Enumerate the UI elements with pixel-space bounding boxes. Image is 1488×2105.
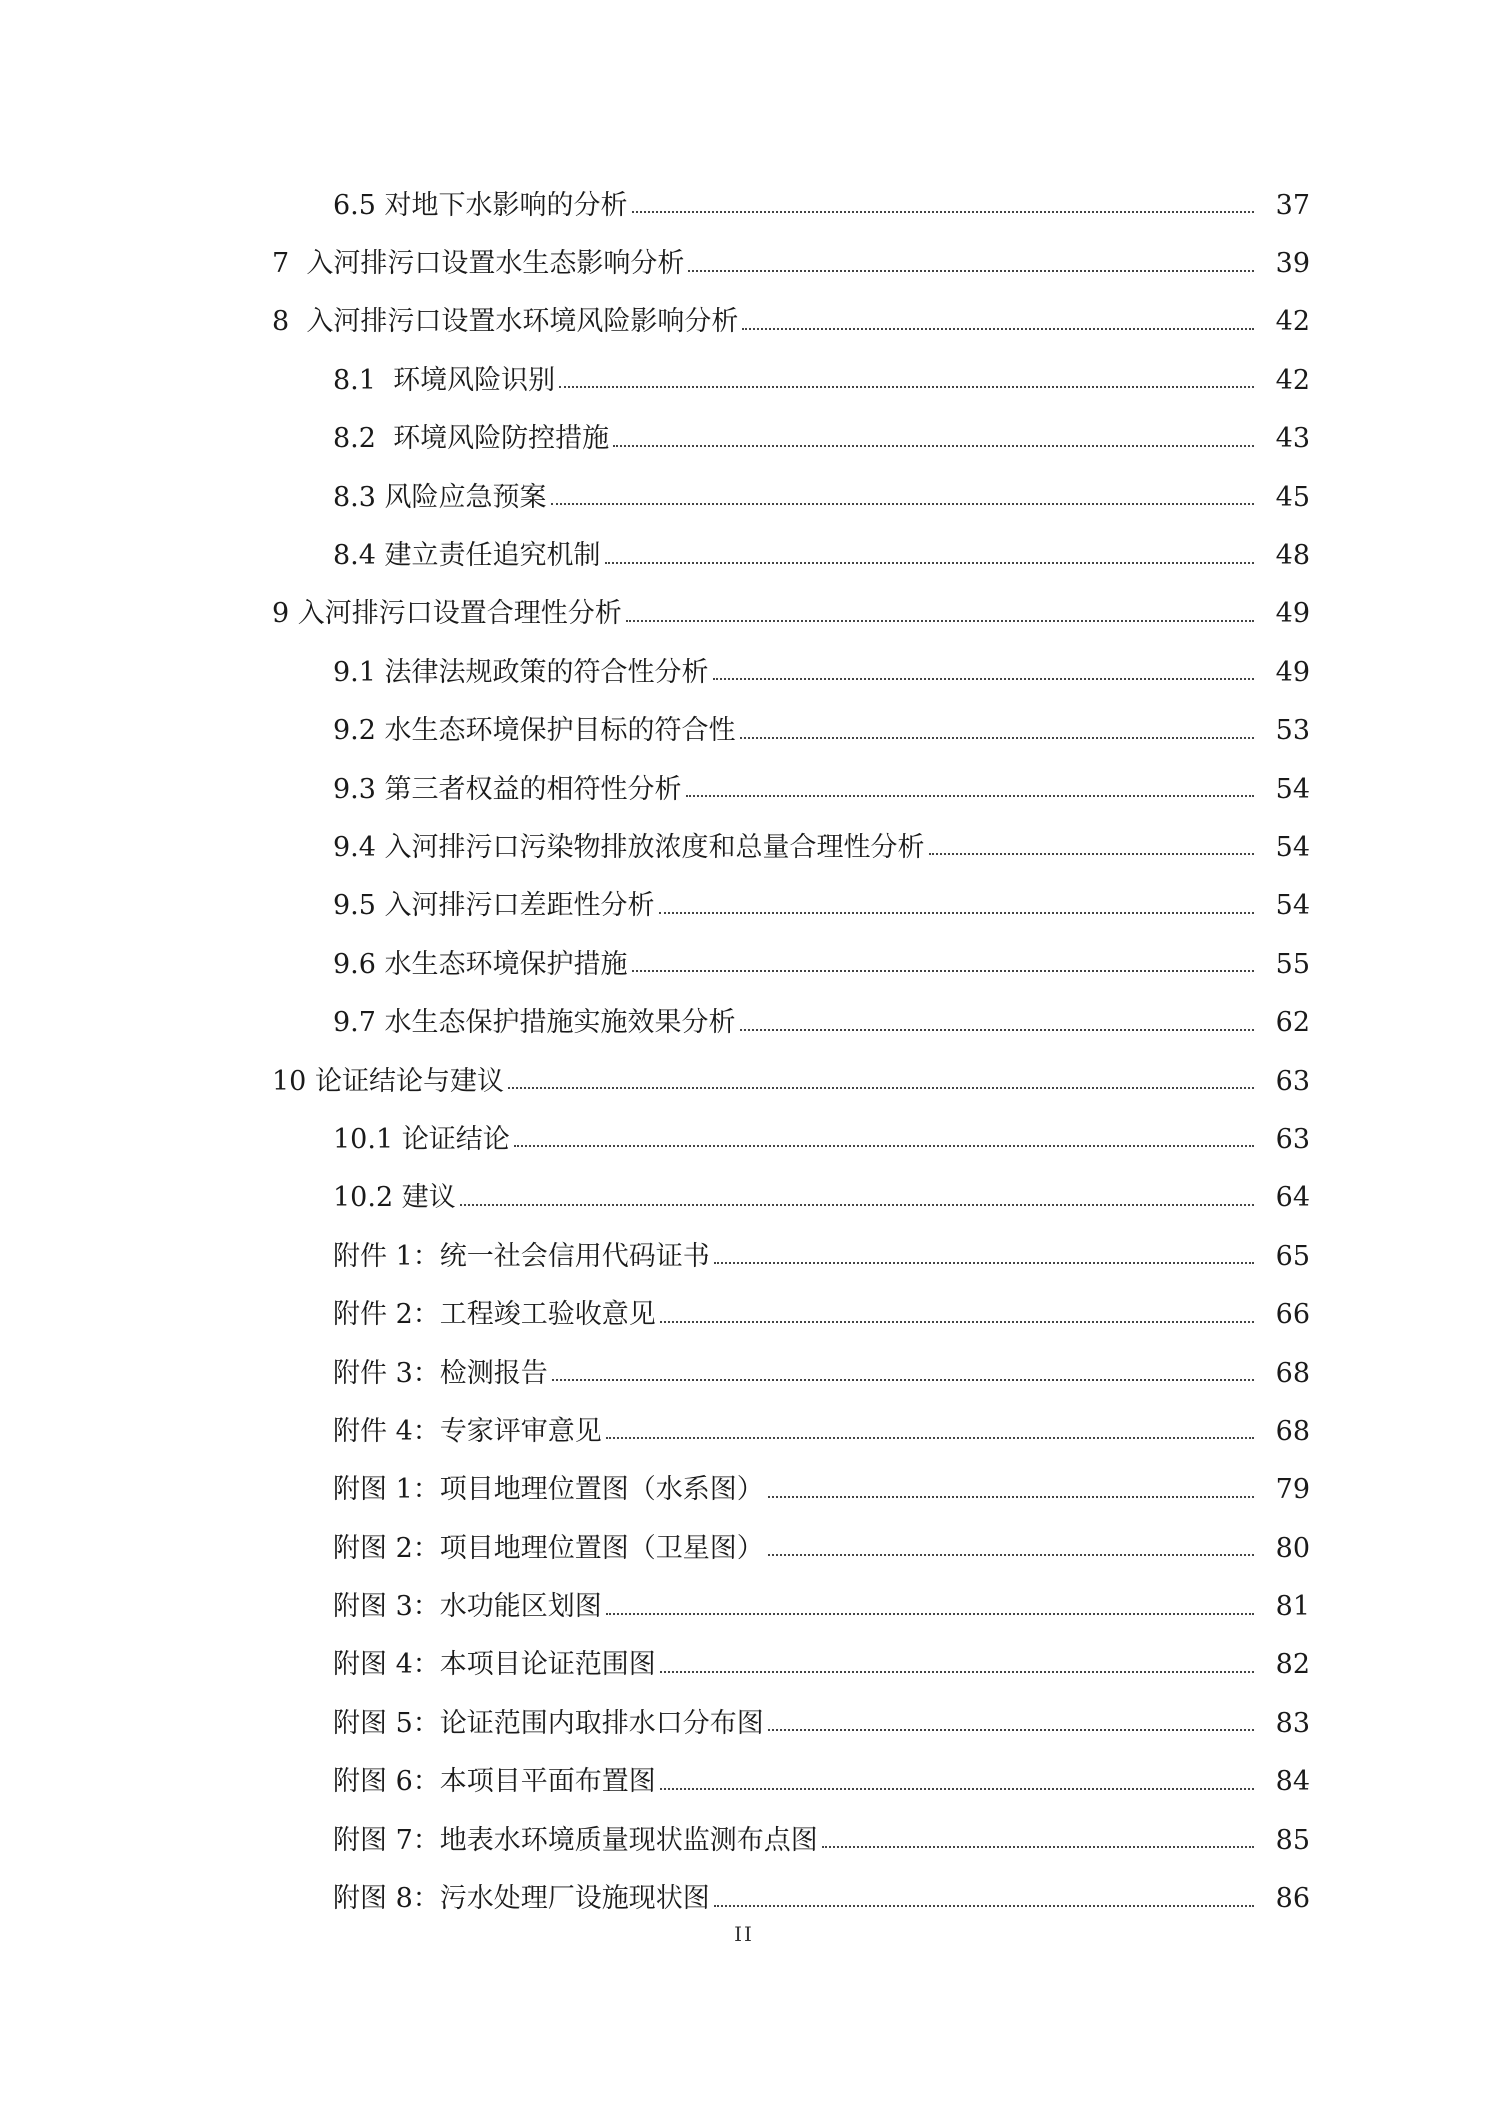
toc-dot-leader [822,1846,1254,1848]
toc-dot-leader [660,1788,1254,1790]
toc-entry-page-number: 83 [1275,1707,1310,1739]
toc-entry-page-number: 53 [1275,715,1310,747]
table-of-contents [0,176,1488,1928]
toc-entry[interactable] [0,1344,1488,1402]
toc-entry-title: 9.4 入河排污口污染物排放浓度和总量合理性分析 [333,834,929,861]
toc-entry-page-number: 54 [1275,831,1310,863]
toc-dot-leader [559,386,1254,388]
toc-entry-title: 10.2 建议 [333,1184,460,1211]
toc-entry-title: 附图 3：水功能区划图 [333,1593,606,1620]
toc-entry-title: 9 入河排污口设置合理性分析 [272,600,626,627]
toc-entry-title: 9.7 水生态保护措施实施效果分析 [333,1009,740,1036]
toc-entry-page-number: 80 [1275,1532,1310,1564]
toc-entry[interactable] [0,176,1488,234]
toc-entry-page-number: 68 [1275,1415,1310,1447]
toc-entry[interactable] [0,702,1488,760]
toc-entry-title: 7 入河排污口设置水生态影响分析 [272,250,688,277]
toc-entry-title: 附图 4：本项目论证范围图 [333,1651,660,1678]
toc-dot-leader [929,853,1254,855]
toc-dot-leader [606,1613,1254,1615]
toc-entry-title: 附件 2：工程竣工验收意见 [333,1301,660,1328]
toc-entry-title: 附图 2：项目地理位置图（卫星图） [333,1535,768,1562]
toc-entry-page-number: 54 [1275,773,1310,805]
toc-entry[interactable] [0,643,1488,701]
toc-dot-leader [632,970,1254,972]
toc-entry[interactable] [0,293,1488,351]
toc-entry[interactable] [0,993,1488,1051]
toc-entry[interactable] [0,234,1488,292]
toc-entry-page-number: 39 [1275,248,1310,280]
toc-entry[interactable] [0,585,1488,643]
toc-dot-leader [551,503,1254,505]
toc-entry-page-number: 62 [1275,1007,1310,1039]
toc-dot-leader [660,1671,1254,1673]
toc-entry-page-number: 54 [1275,890,1310,922]
toc-entry-page-number: 49 [1275,656,1310,688]
toc-dot-leader [660,1321,1254,1323]
toc-entry[interactable] [0,526,1488,584]
page-number: II [734,1922,754,1946]
toc-entry[interactable] [0,935,1488,993]
toc-entry-page-number: 86 [1275,1883,1310,1915]
toc-entry-title: 8.1 环境风险识别 [333,367,559,394]
toc-entry-title: 8.2 环境风险防控措施 [333,425,613,452]
toc-entry-page-number: 55 [1275,948,1310,980]
toc-entry-title: 6.5 对地下水影响的分析 [333,192,632,219]
toc-entry[interactable] [0,1577,1488,1635]
toc-entry-page-number: 82 [1275,1649,1310,1681]
toc-entry-page-number: 63 [1275,1065,1310,1097]
toc-dot-leader [508,1087,1254,1089]
toc-entry[interactable] [0,1285,1488,1343]
toc-dot-leader [605,562,1254,564]
toc-entry[interactable] [0,1519,1488,1577]
toc-entry-page-number: 81 [1275,1591,1310,1623]
toc-entry-title: 附图 5：论证范围内取排水口分布图 [333,1710,768,1737]
toc-entry-page-number: 68 [1275,1357,1310,1389]
toc-entry-title: 9.2 水生态环境保护目标的符合性 [333,717,740,744]
toc-entry-page-number: 63 [1275,1123,1310,1155]
toc-entry-title: 附图 6：本项目平面布置图 [333,1768,660,1795]
toc-dot-leader [613,445,1254,447]
toc-entry[interactable] [0,877,1488,935]
toc-entry-page-number: 45 [1275,481,1310,513]
toc-dot-leader [460,1204,1254,1206]
toc-dot-leader [713,678,1254,680]
toc-dot-leader [714,1262,1254,1264]
toc-entry-title: 附件 4：专家评审意见 [333,1418,606,1445]
toc-dot-leader [742,328,1254,330]
toc-entry[interactable] [0,760,1488,818]
toc-entry-page-number: 48 [1275,540,1310,572]
toc-entry-page-number: 66 [1275,1299,1310,1331]
toc-entry[interactable] [0,1811,1488,1869]
toc-dot-leader [632,211,1254,213]
toc-dot-leader [552,1379,1254,1381]
toc-entry[interactable] [0,818,1488,876]
toc-entry[interactable] [0,1694,1488,1752]
toc-entry-page-number: 64 [1275,1182,1310,1214]
toc-entry-title: 9.1 法律法规政策的符合性分析 [333,659,713,686]
toc-entry-page-number: 42 [1275,364,1310,396]
toc-dot-leader [740,1029,1254,1031]
toc-entry[interactable] [0,1461,1488,1519]
toc-dot-leader [606,1437,1254,1439]
toc-entry-title: 附图 8：污水处理厂设施现状图 [333,1885,714,1912]
toc-entry[interactable] [0,1869,1488,1927]
toc-entry-page-number: 37 [1275,189,1310,221]
toc-entry-title: 8.4 建立责任追究机制 [333,542,605,569]
toc-dot-leader [688,270,1254,272]
toc-entry-page-number: 49 [1275,598,1310,630]
toc-dot-leader [740,737,1254,739]
toc-entry[interactable] [0,1169,1488,1227]
toc-entry-title: 附图 7：地表水环境质量现状监测布点图 [333,1827,822,1854]
toc-entry[interactable] [0,1110,1488,1168]
toc-entry-title: 附图 1：项目地理位置图（水系图） [333,1476,768,1503]
toc-entry[interactable] [0,351,1488,409]
toc-entry-title: 附件 1：统一社会信用代码证书 [333,1243,714,1270]
toc-entry-title: 10 论证结论与建议 [272,1068,508,1095]
toc-dot-leader [714,1905,1254,1907]
toc-entry[interactable] [0,1402,1488,1460]
toc-entry[interactable] [0,468,1488,526]
toc-entry-page-number: 43 [1275,423,1310,455]
toc-entry-title: 8.3 风险应急预案 [333,484,551,511]
toc-entry-page-number: 85 [1275,1824,1310,1856]
toc-entry-title: 9.3 第三者权益的相符性分析 [333,776,686,803]
toc-entry-page-number: 42 [1275,306,1310,338]
toc-dot-leader [659,912,1254,914]
toc-entry-page-number: 65 [1275,1240,1310,1272]
toc-entry-page-number: 79 [1275,1474,1310,1506]
toc-dot-leader [626,620,1254,622]
toc-entry-page-number: 84 [1275,1766,1310,1798]
toc-dot-leader [768,1729,1254,1731]
toc-entry-title: 8 入河排污口设置水环境风险影响分析 [272,308,742,335]
toc-dot-leader [768,1496,1254,1498]
toc-entry[interactable] [0,1753,1488,1811]
toc-dot-leader [686,795,1254,797]
toc-entry[interactable] [0,410,1488,468]
toc-entry[interactable] [0,1052,1488,1110]
toc-entry-title: 9.5 入河排污口差距性分析 [333,892,659,919]
toc-entry-title: 10.1 论证结论 [333,1126,514,1153]
toc-entry-title: 附件 3：检测报告 [333,1360,552,1387]
toc-entry[interactable] [0,1227,1488,1285]
toc-dot-leader [768,1554,1254,1556]
toc-entry-title: 9.6 水生态环境保护措施 [333,951,632,978]
toc-entry[interactable] [0,1636,1488,1694]
toc-dot-leader [514,1145,1254,1147]
